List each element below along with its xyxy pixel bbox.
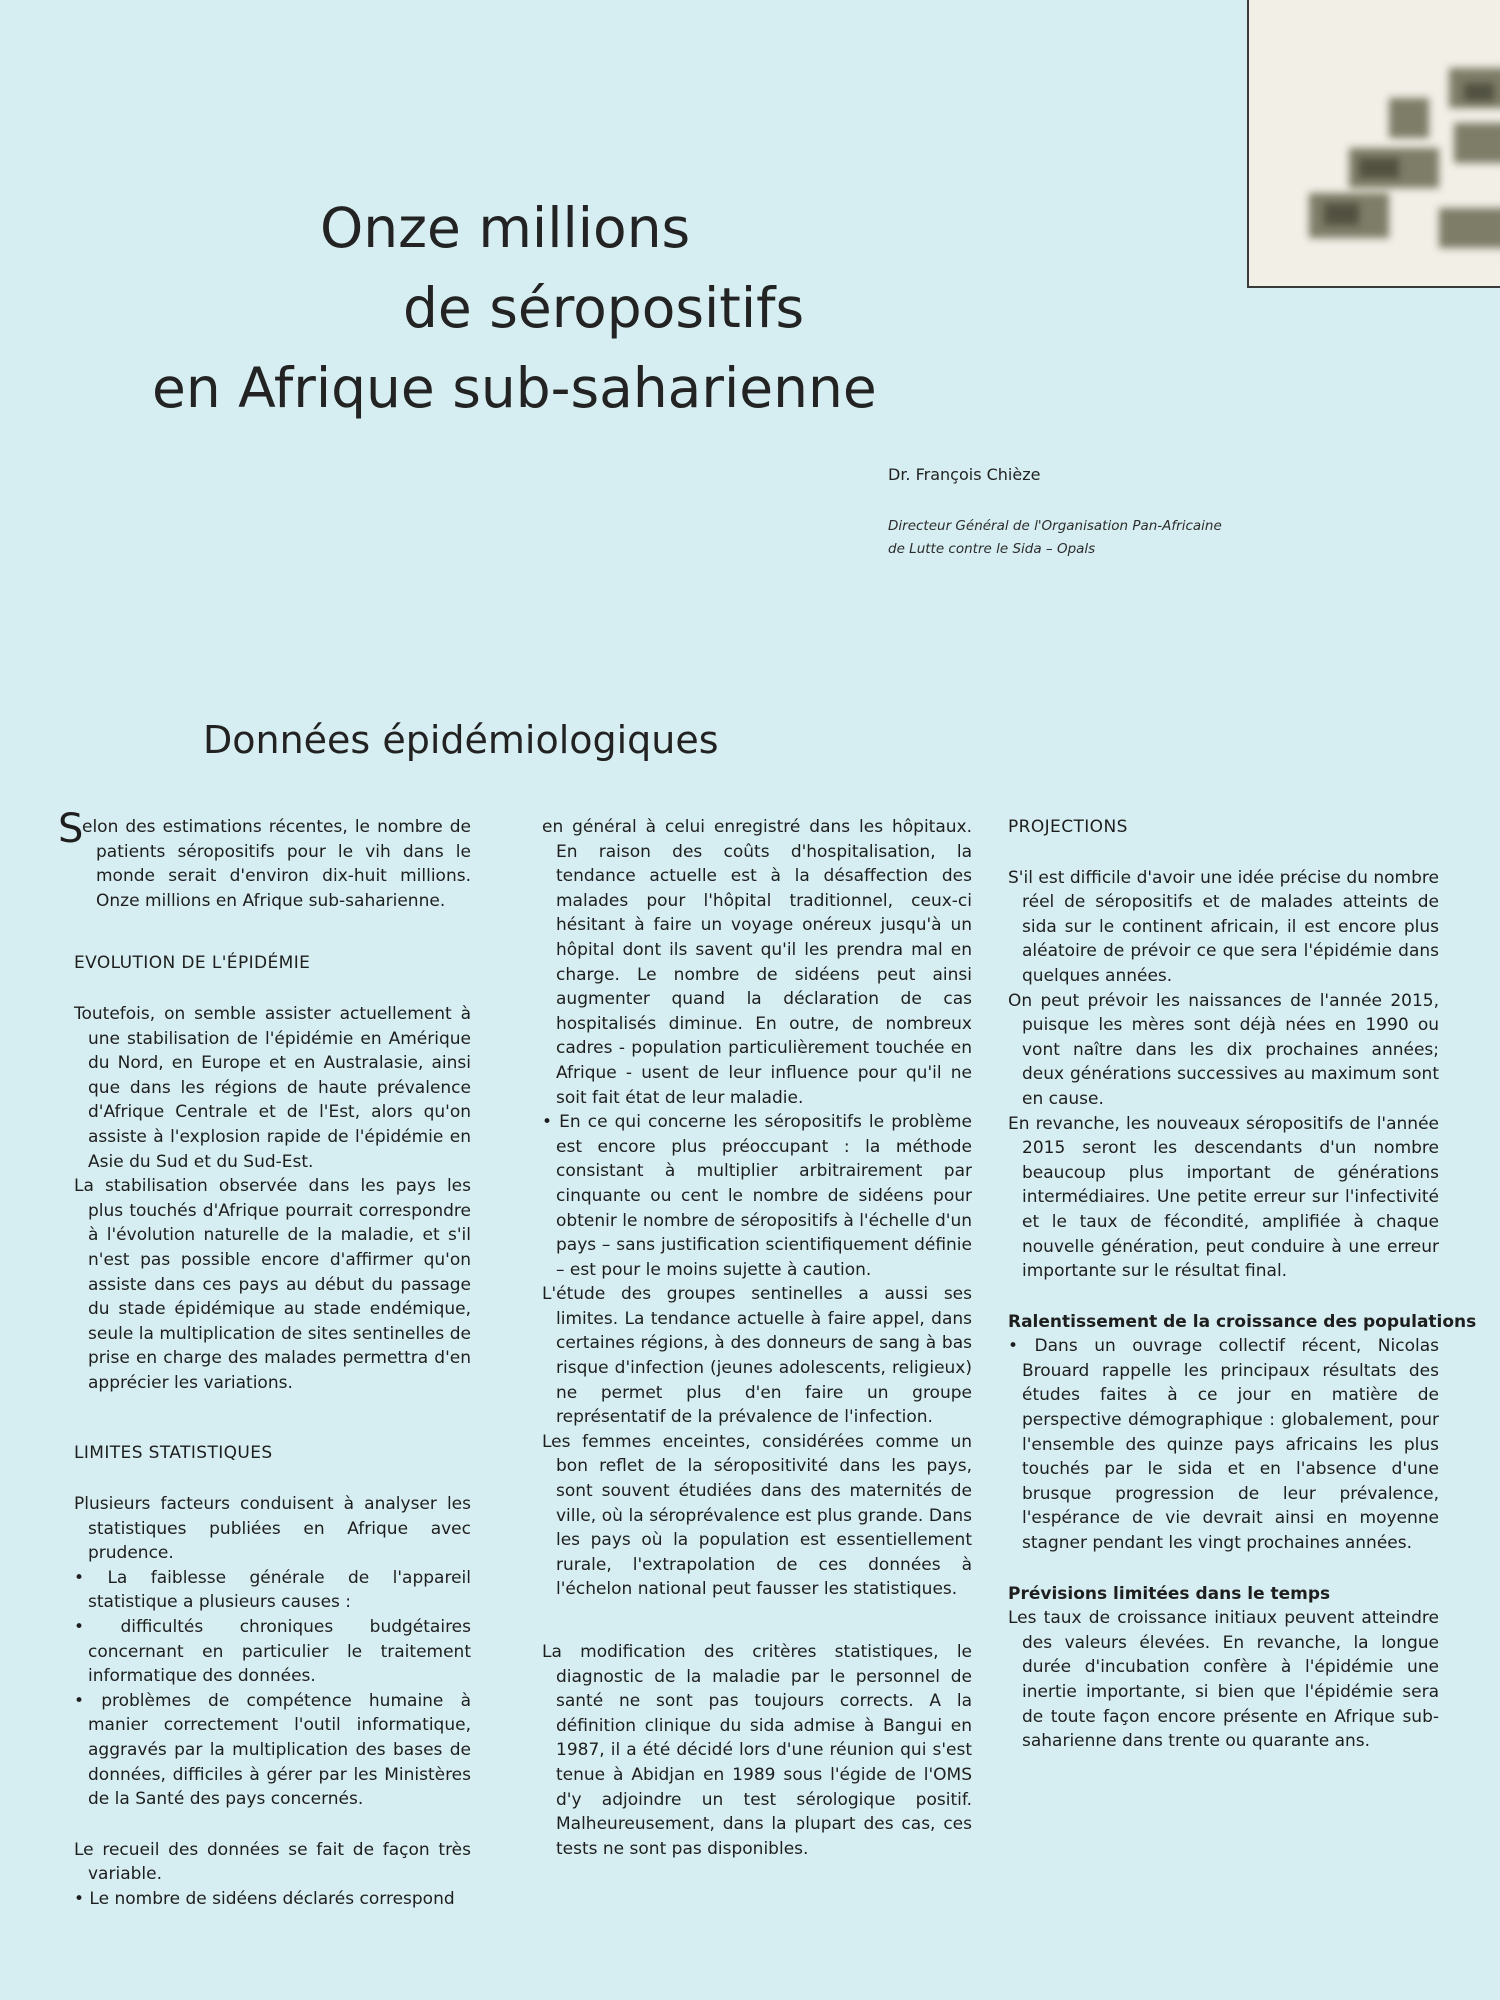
heading-limites: LIMITES STATISTIQUES: [74, 1443, 273, 1464]
heading-evolution: EVOLUTION DE L'ÉPIDÉMIE: [74, 953, 311, 974]
col2-bullet-1: • En ce qui concerne les séropositifs le problème est encore plus préoccupant : la méthode consistant à multiplier arbitrairement par cinquante ou cent le nombre de sidéens pour obtenir le nombre de séropositifs à l'échelle d'un pays – sans justification scientifiquement définie – est pour le moins sujette à caution.: [542, 1112, 972, 1280]
intro-text: elon des estimations récentes, le nombre de patients séropositifs pour le vih dans le monde serait d'environ dix-huit millions. Onze millions en Afrique sub-saharienne.: [82, 817, 471, 911]
intro-paragraph: [58, 806, 471, 913]
heading-previsions: Prévisions limitées dans le temps: [1008, 1583, 1331, 1604]
corner-image: [1247, 0, 1500, 288]
col2-paragraph-3: Les femmes enceintes, considérées comme un bon reflet de la séropositivité dans les pays, sont souvent étudiées dans des maternités de ville, où la séroprévalence est plus grande. Dans les pays où la population est essentiellement rurale, l'extrapolation de ces données à l'échelon national peut fausser les statistiques.: [542, 1431, 972, 1600]
evolution-paragraph-1: Toutefois, on semble assister actuellement à une stabilisation de l'épidémie en Amérique du Nord, en Europe et en Australasie, ainsi que dans les régions de haute prévalence d'Afrique Centrale et de l'Est, alors qu'on assiste à l'explosion rapide de l'épidémie en Asie du Sud et du Sud-Est.: [74, 1003, 471, 1172]
limites-paragraph: Plusieurs facteurs conduisent à analyser les statistiques publiées en Afrique avec prudence.: [74, 1494, 471, 1564]
affiliation-line-1: Directeur Général de l'Organisation Pan-Africaine: [888, 518, 1222, 534]
heading-ralentissement: Ralentissement de la croissance des populations: [1008, 1311, 1477, 1332]
drop-cap: S: [58, 806, 84, 852]
limites-bullet-1: • La faiblesse générale de l'appareil statistique a plusieurs causes :: [74, 1567, 471, 1613]
projections-paragraph-3: En revanche, les nouveaux séropositifs de l'année 2015 seront les descendants d'un nombre beaucoup plus important de générations intermédiaires. Une petite erreur sur l'infectivité et le taux de fécondité, amplifiée à chaque nouvelle génération, peut conduire à une erreur importante sur le résultat final.: [1008, 1113, 1439, 1282]
col2-paragraph-2: L'étude des groupes sentinelles a aussi ses limites. La tendance actuelle à faire appel, dans certaines régions, à des donneurs de sang à bas risque d'infection (jeunes adolescents, religieux) ne permet plus d'en faire un groupe représentatif de la prévalence de l'infection.: [542, 1284, 972, 1428]
affiliation-line-2: de Lutte contre le Sida – Opals: [888, 541, 1096, 557]
recueil-paragraph: Le recueil des données se fait de façon très variable.: [74, 1839, 471, 1885]
author-affiliation: [888, 515, 1222, 561]
column-2: [542, 815, 972, 1861]
evolution-paragraph-2: La stabilisation observée dans les pays les plus touchés d'Afrique pourrait correspondre à l'évolution naturelle de la maladie, et s'il n'est pas possible encore d'affirmer qu'on assiste dans ces pays au début du passage du stade épidémique au stade endémique, seule la multiplication de sites sentinelles de prise en charge des malades permettra d'en apprécier les variations.: [74, 1176, 471, 1393]
author-name: Dr. François Chièze: [888, 465, 1041, 484]
article-title: [150, 188, 1050, 428]
limites-bullet-3: • problèmes de compétence humaine à manier correctement l'outil informatique, aggravés par la multiplication des bases de données, difficiles à gérer par les Ministères de la Santé des pays concernés.: [74, 1690, 471, 1810]
projections-paragraph-2: On peut prévoir les naissances de l'année 2015, puisque les mères sont déjà nées en 1990 ou vont naître dans les dix prochaines années; deux générations successives au maximum sont en cause.: [1008, 990, 1439, 1109]
limites-bullet-2: • difficultés chroniques budgétaires concernant en particulier le traitement informatique des données.: [74, 1617, 471, 1687]
ralentissement-bullet: • Dans un ouvrage collectif récent, Nicolas Brouard rappelle les principaux résultats des études faites à ce jour en matière de perspective démographique : globalement, pour l'ensemble des quinze pays africains les plus touchés par le sida et en l'absence d'une brusque progression de leur prévalence, l'espérance de vie devrait ainsi en moyenne stagner pendant les vingt prochaines années.: [1008, 1336, 1439, 1554]
recueil-bullet-1: • Le nombre de sidéens déclarés correspond: [74, 1888, 455, 1909]
title-line-2: de séropositifs: [403, 276, 805, 340]
column-3: [1008, 815, 1477, 1754]
projections-paragraph-1: S'il est difficile d'avoir une idée précise du nombre réel de séropositifs et de malades atteints de sida sur le continent africain, il est encore plus aléatoire de prévoir ce que sera l'épidémie dans quelques années.: [1008, 867, 1439, 986]
heading-projections: PROJECTIONS: [1008, 817, 1128, 837]
column-1: [58, 806, 471, 1912]
col2-paragraph-4: La modification des critères statistiques, le diagnostic de la maladie par le personnel de santé ne sont pas toujours corrects. A la définition clinique du sida admise à Bangui en 1987, il a été décidé lors d'une réunion qui s'est tenue à Abidjan en 1989 sous l'égide de l'OMS d'y adjoindre un test sérologique positif. Malheureusement, dans la plupart des cas, ces tests ne sont pas disponibles.: [542, 1642, 972, 1859]
corner-image-graphic: [1249, 0, 1500, 286]
col2-paragraph-1: en général à celui enregistré dans les hôpitaux. En raison des coûts d'hospitalisation, la tendance actuelle est à la désaffection des malades pour l'hôpital traditionnel, ceux-ci hésitant à faire un voyage onéreux jusqu'à un hôpital dont ils savent qu'il les prendra mal en charge. Le nombre de sidéens peut ainsi augmenter quand la déclaration de cas hospitalisés diminue. En outre, de nombreux cadres - population particulièrement touchée en Afrique - usent de leur influence pour qu'il ne soit fait état de leur maladie.: [542, 817, 972, 1108]
previsions-paragraph: Les taux de croissance initiaux peuvent atteindre des valeurs élevées. En revanche, la longue durée d'incubation confère à l'épidémie une inertie importante, si bien que l'épidémie sera de toute façon encore présente en Afrique sub-saharienne dans trente ou quarante ans.: [1008, 1608, 1439, 1752]
section-title: Données épidémiologiques: [203, 718, 719, 762]
title-line-1: Onze millions: [320, 196, 691, 260]
title-line-3: en Afrique sub-saharienne: [152, 356, 877, 420]
